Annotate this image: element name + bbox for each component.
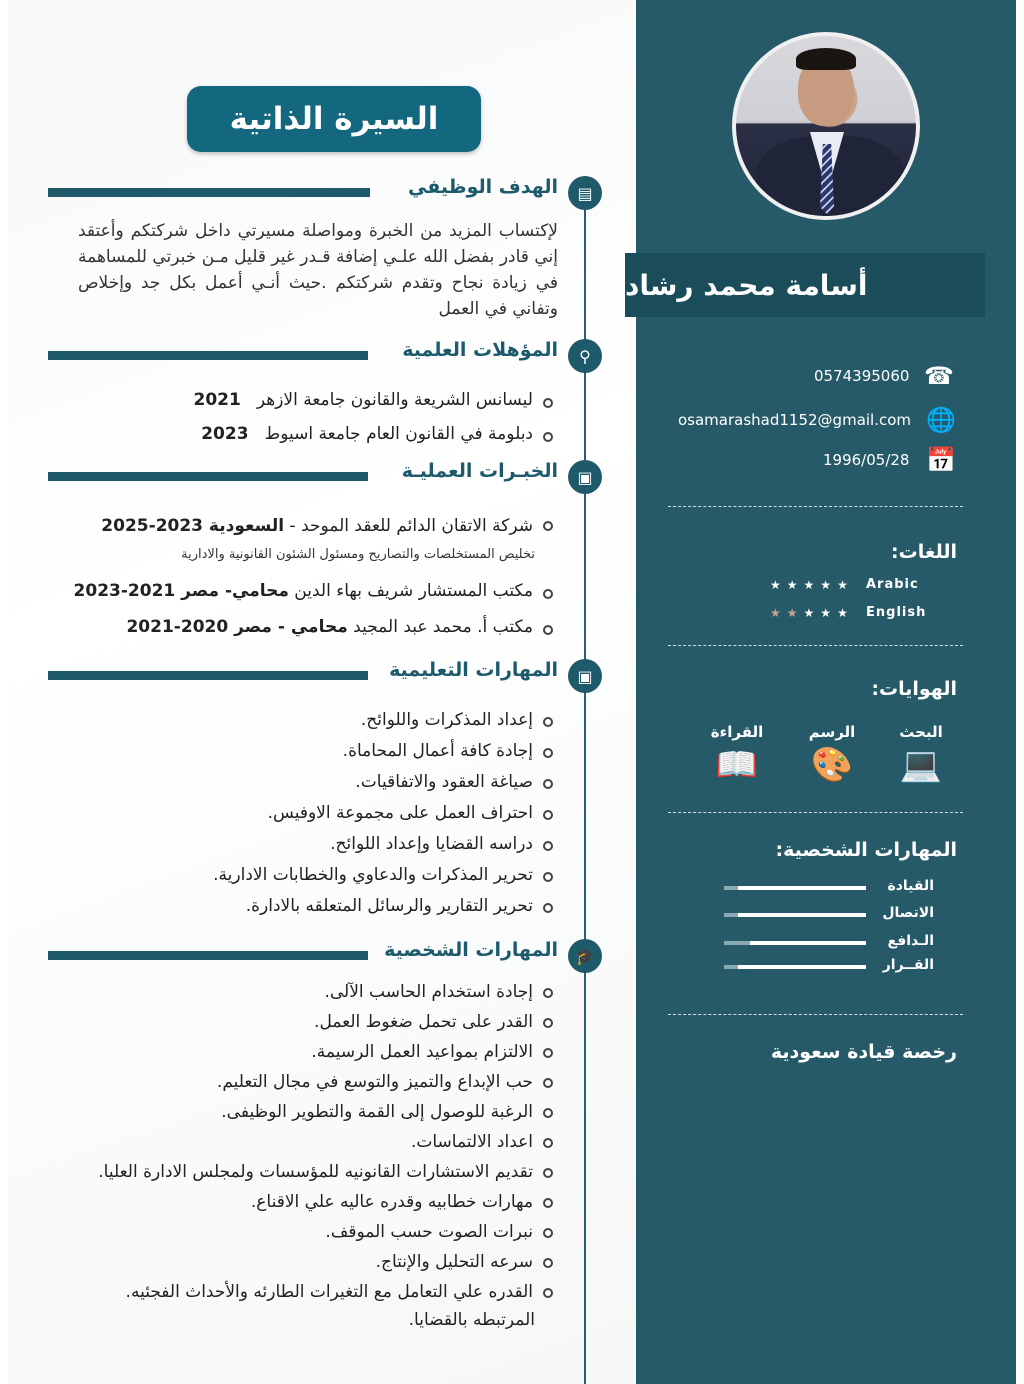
graduation-cap-icon: 🎓 [568,939,602,973]
skill-bar [724,913,866,917]
birth-date: 1996/05/28 [823,451,910,469]
section-edu-skills-header [48,659,602,693]
phone-number[interactable]: 0574395060 [814,367,910,385]
skills-title: المهارات الشخصية: [775,839,957,861]
skill-bar [724,965,866,969]
list-item: القدر على تحمل ضغوط العمل. [98,1008,555,1038]
section-title: المؤهلات العلمية [402,339,558,361]
list-item [194,386,555,420]
list-item [74,576,555,612]
qualification-year: 2023 [201,424,249,444]
divider [668,812,963,813]
list-item: إجادة استخدام الحاسب الآلى. [98,978,555,1008]
experience-list-2 [74,576,555,648]
skill-bar-fill [738,886,866,890]
skill-bar-fill [738,965,866,969]
phone-icon: ☎ [924,362,954,390]
calendar-icon: 📅 [926,446,956,474]
list-item-continuation: المرتبطه بالقضايا. [408,1310,535,1330]
experience-period: محامي - مصر 2020-2021 [126,617,348,637]
section-title: الخبـرات العمليـة [401,460,558,482]
experience-period: السعودية 2023-2025 [101,516,285,536]
star-icon: ★ [770,606,787,620]
experience-description: تخليص المستخلصات والتصاريح ومسئول الشئون القانونية والادارية [181,547,535,562]
skill-label: الاتصال [882,905,934,921]
qualifications-list [194,386,555,454]
book-icon: 📖 [715,745,759,785]
languages-title: اللغات: [891,541,957,563]
hobby-label: البحث [899,723,943,741]
section-divider-bar [48,951,368,960]
driving-license: رخصة قيادة سعودية [770,1041,957,1063]
divider [668,1014,963,1015]
star-icon: ★ [837,578,854,592]
profile-name: أسامة محمد رشاد [625,253,985,317]
divider [668,645,963,646]
language-rating-arabic [770,578,854,592]
list-item: تقديم الاستشارات القانونيه للمؤسسات ولمجلس الادارة العليا. [98,1158,555,1188]
email-address[interactable]: osamarashad1152@gmail.com [678,411,912,429]
skill-bar [724,886,866,890]
experience-text: شركة الاتقان الدائم للعقد الموحد - [284,516,533,536]
page-title: السيرة الذاتية [187,86,481,152]
briefcase-icon: ▣ [568,460,602,494]
qualification-text: ليسانس الشريعة والقانون جامعة الازهر [256,390,533,410]
section-divider-bar [48,188,370,197]
divider [668,506,963,507]
experience-text: مكتب أ. محمد عبد المجيد [347,617,533,637]
section-objective-header [48,176,602,210]
language-name: English [866,605,927,620]
qualification-year: 2021 [193,390,241,410]
list-item: دراسه القضايا وإعداد اللوائح. [213,830,555,861]
list-item: الالتزام بمواعيد العمل الرسيمة. [98,1038,555,1068]
list-item [101,512,555,540]
section-qualifications-header [48,339,602,373]
list-item: صياغة العقود والاتفاقيات. [213,768,555,799]
list-item: تحرير التقارير والرسائل المتعلقه بالادارة. [213,892,555,923]
star-icon: ★ [786,578,804,592]
experience-period: محامي- مصر 2021-2023 [73,581,289,601]
section-personal-skills-header [48,939,602,973]
experience-text: مكتب المستشار شريف بهاء الدين [288,581,533,601]
list-item: حب الإبداع والتميز والتوسع في مجال التعليم. [98,1068,555,1098]
skill-label: القيادة [887,878,934,894]
skill-bar-fill [738,913,866,917]
section-title: الهدف الوظيفي [408,176,558,198]
qualification-text: دبلومة في القانون العام جامعة اسيوط [264,424,533,444]
profile-photo [732,32,920,220]
globe-icon: 🌐 [926,406,956,434]
star-icon: ★ [803,606,821,620]
hobby-label: القراءة [710,723,764,741]
list-item [74,612,555,648]
right-margin [1016,0,1024,1384]
list-item: احتراف العمل على مجموعة الاوفيس. [213,799,555,830]
skill-bar-fill [750,941,866,945]
star-icon: ★ [837,606,854,620]
photo-hair [796,48,856,70]
section-divider-bar [48,472,368,481]
list-item: اعداد الالتماسات. [98,1128,555,1158]
briefcase-icon: ▣ [568,659,602,693]
objective-text: لإكتساب المزيد من الخبرة ومواصلة مسيرتي داخل شركتكم وأعتقد إني قادر بفضل الله علـي إضافة قـدر غير قليل مـن خبرتي للمساهمة في زيادة نجاح وتقدم شركتكم .حيث أنـي أعمل بكل جد وإخلاص وتفاني في العمل [78,221,558,319]
list-item: إعداد المذكرات واللوائح. [213,706,555,737]
language-name: Arabic [866,577,919,592]
list-item: الرغبة للوصول إلى القمة والتطوير الوظيفى. [98,1098,555,1128]
skill-bar [724,941,866,945]
hobbies-title: الهوايات: [871,678,957,700]
search-document-icon: ⚲ [568,339,602,373]
list-item: تحرير المذكرات والدعاوي والخطابات الادارية. [213,861,555,892]
list-item: سرعه التحليل والإنتاج. [98,1248,555,1278]
list-item [194,420,555,454]
document-icon: ▤ [568,176,602,210]
experience-list-1 [101,512,555,540]
star-icon: ★ [820,578,838,592]
list-item: نبرات الصوت حسب الموقف. [98,1218,555,1248]
laptop-icon: 💻 [899,745,943,785]
personal-skills-list [98,978,555,1308]
list-item: مهارات خطابيه وقدره عاليه علي الاقناع. [98,1188,555,1218]
section-experience-header [48,460,602,494]
edu-skills-list [213,706,555,923]
palette-icon: 🎨 [810,745,854,785]
language-rating-english [770,606,854,620]
section-divider-bar [48,671,368,680]
section-title: المهارات التعليمية [389,659,558,681]
list-item: إجادة كافة أعمال المحاماة. [213,737,555,768]
star-icon: ★ [803,578,821,592]
star-icon: ★ [770,578,787,592]
section-title: المهارات الشخصية [384,939,558,961]
skill-label: القــرار [882,957,934,973]
skill-label: الـدافع [887,933,934,949]
hobby-label: الرسم [808,723,856,741]
star-icon: ★ [820,606,838,620]
list-item: القدره علي التعامل مع التغيرات الطارئه والأحداث الفجئيه. [98,1278,555,1308]
star-icon: ★ [786,606,804,620]
section-divider-bar [48,351,368,360]
